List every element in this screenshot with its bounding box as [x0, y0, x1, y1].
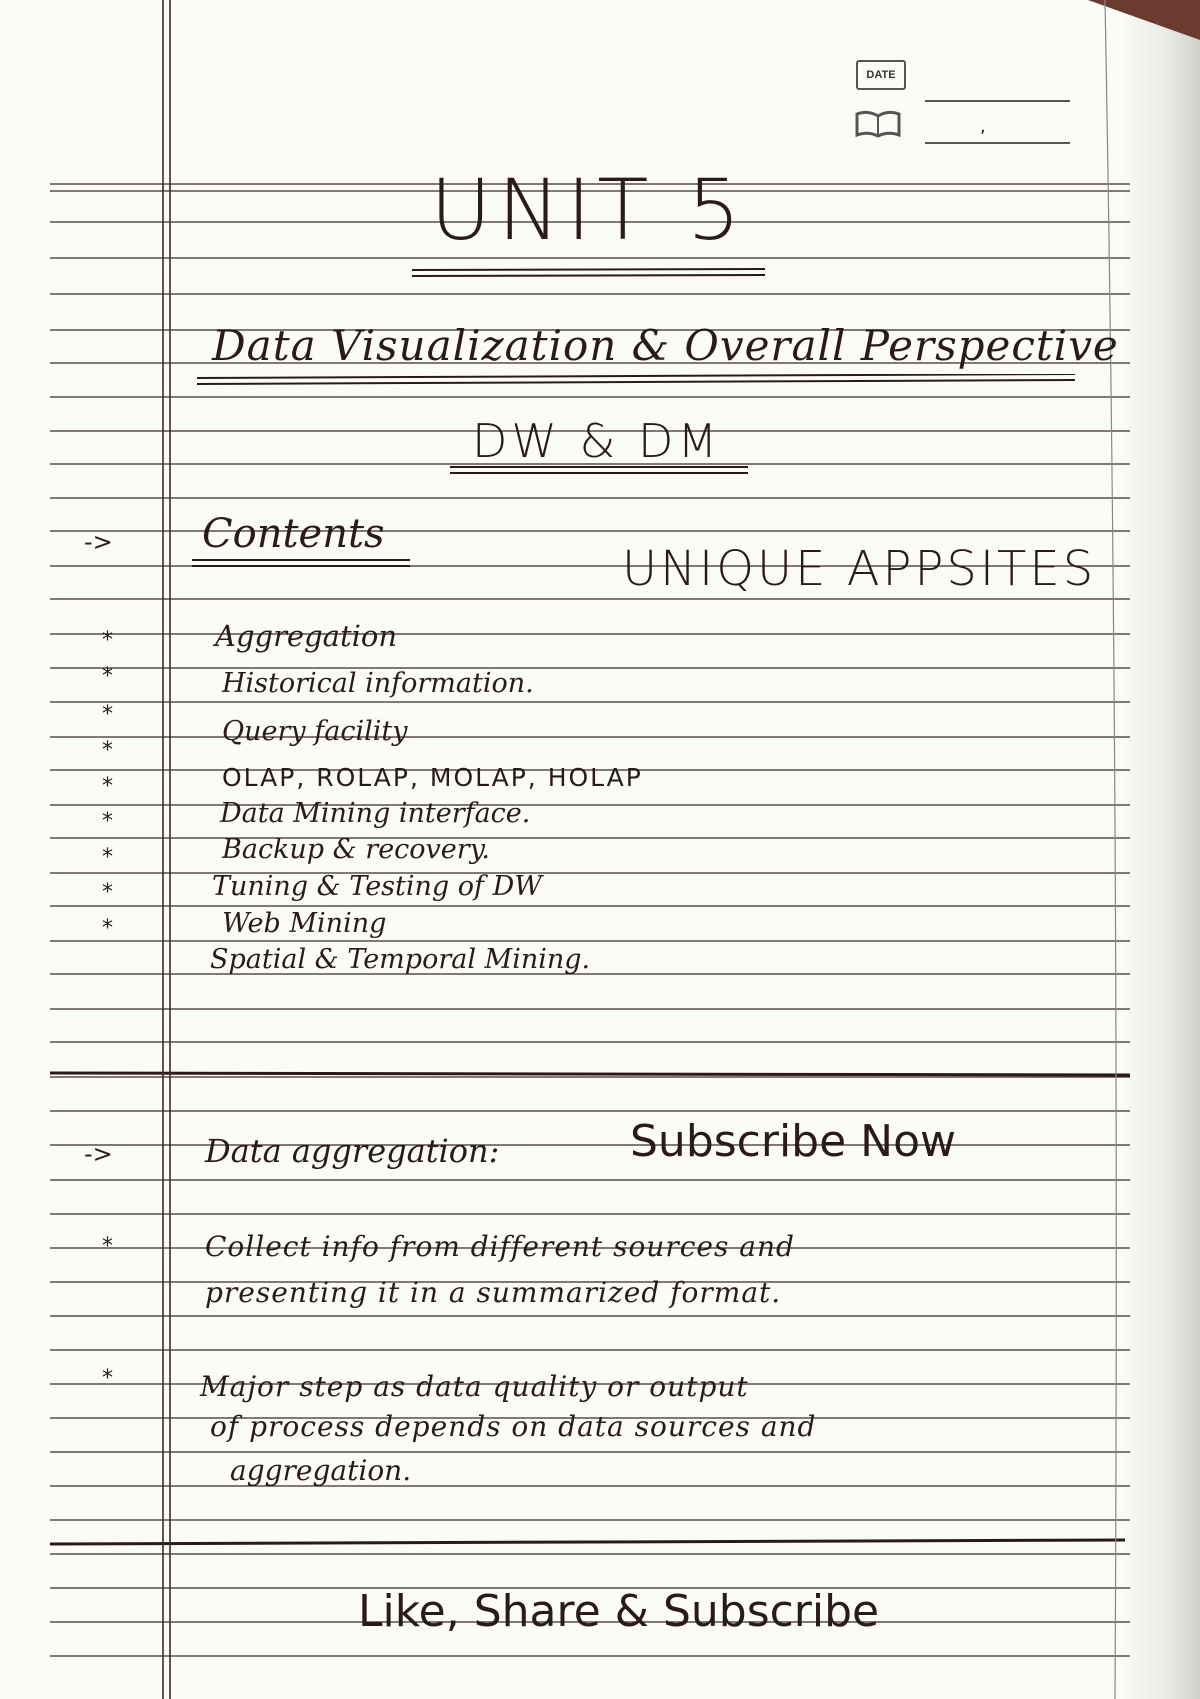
bullet-icon: * — [102, 702, 113, 727]
bullet-icon: * — [102, 1234, 113, 1259]
point-line: of process depends on data sources and — [210, 1410, 817, 1443]
bullet-icon: * — [102, 1366, 113, 1391]
aggregation-heading: Data aggregation: — [205, 1132, 500, 1170]
list-item: Aggregation — [215, 619, 398, 653]
bullet-icon: * — [102, 664, 113, 689]
bullet-icon: * — [102, 738, 113, 763]
point-line: presenting it in a summarized format. — [205, 1276, 782, 1309]
date-label: DATE — [856, 60, 906, 90]
bullet-icon: * — [102, 845, 113, 870]
list-item: Backup & recovery. — [222, 834, 490, 865]
point-line: Collect info from different sources and — [205, 1230, 795, 1263]
list-item: Data Mining interface. — [220, 798, 531, 829]
list-item: Query facility — [222, 716, 408, 747]
page-subtitle: Data Visualization & Overall Perspective — [212, 321, 1119, 370]
watermark-text: UNIQUE APPSITES — [622, 541, 1097, 597]
date-line — [925, 100, 1070, 102]
list-item: OLAP, ROLAP, MOLAP, HOLAP — [222, 763, 643, 792]
bullet-icon: * — [102, 916, 113, 941]
course-title: DW & DM — [472, 414, 722, 468]
bullet-icon: * — [102, 774, 113, 799]
list-item: Historical information. — [222, 668, 534, 699]
aggregation-marker: -> — [84, 1140, 113, 1168]
point-line: Major step as data quality or output — [200, 1370, 749, 1403]
subscribe-promo: Subscribe Now — [630, 1116, 956, 1167]
bullet-icon: * — [102, 880, 113, 905]
subtitle-underline — [195, 374, 1095, 390]
page-number-mark: , — [980, 116, 986, 137]
book-icon — [854, 110, 902, 138]
contents-heading: Contents — [202, 511, 385, 557]
course-title-underline — [448, 464, 758, 478]
unit-title-underline — [410, 265, 770, 283]
footer-text: Like, Share & Subscribe — [358, 1586, 880, 1637]
point-line: aggregation. — [230, 1454, 412, 1487]
unit-title: UNIT 5 — [430, 161, 747, 259]
page-line — [925, 142, 1070, 144]
bullet-icon: * — [102, 809, 113, 834]
list-item: Web Mining — [222, 908, 387, 939]
contents-marker: -> — [84, 528, 113, 556]
contents-underline — [190, 557, 420, 571]
bullet-icon: * — [102, 628, 113, 653]
list-item: Tuning & Testing of DW — [212, 871, 543, 902]
list-item: Spatial & Temporal Mining. — [210, 944, 591, 975]
